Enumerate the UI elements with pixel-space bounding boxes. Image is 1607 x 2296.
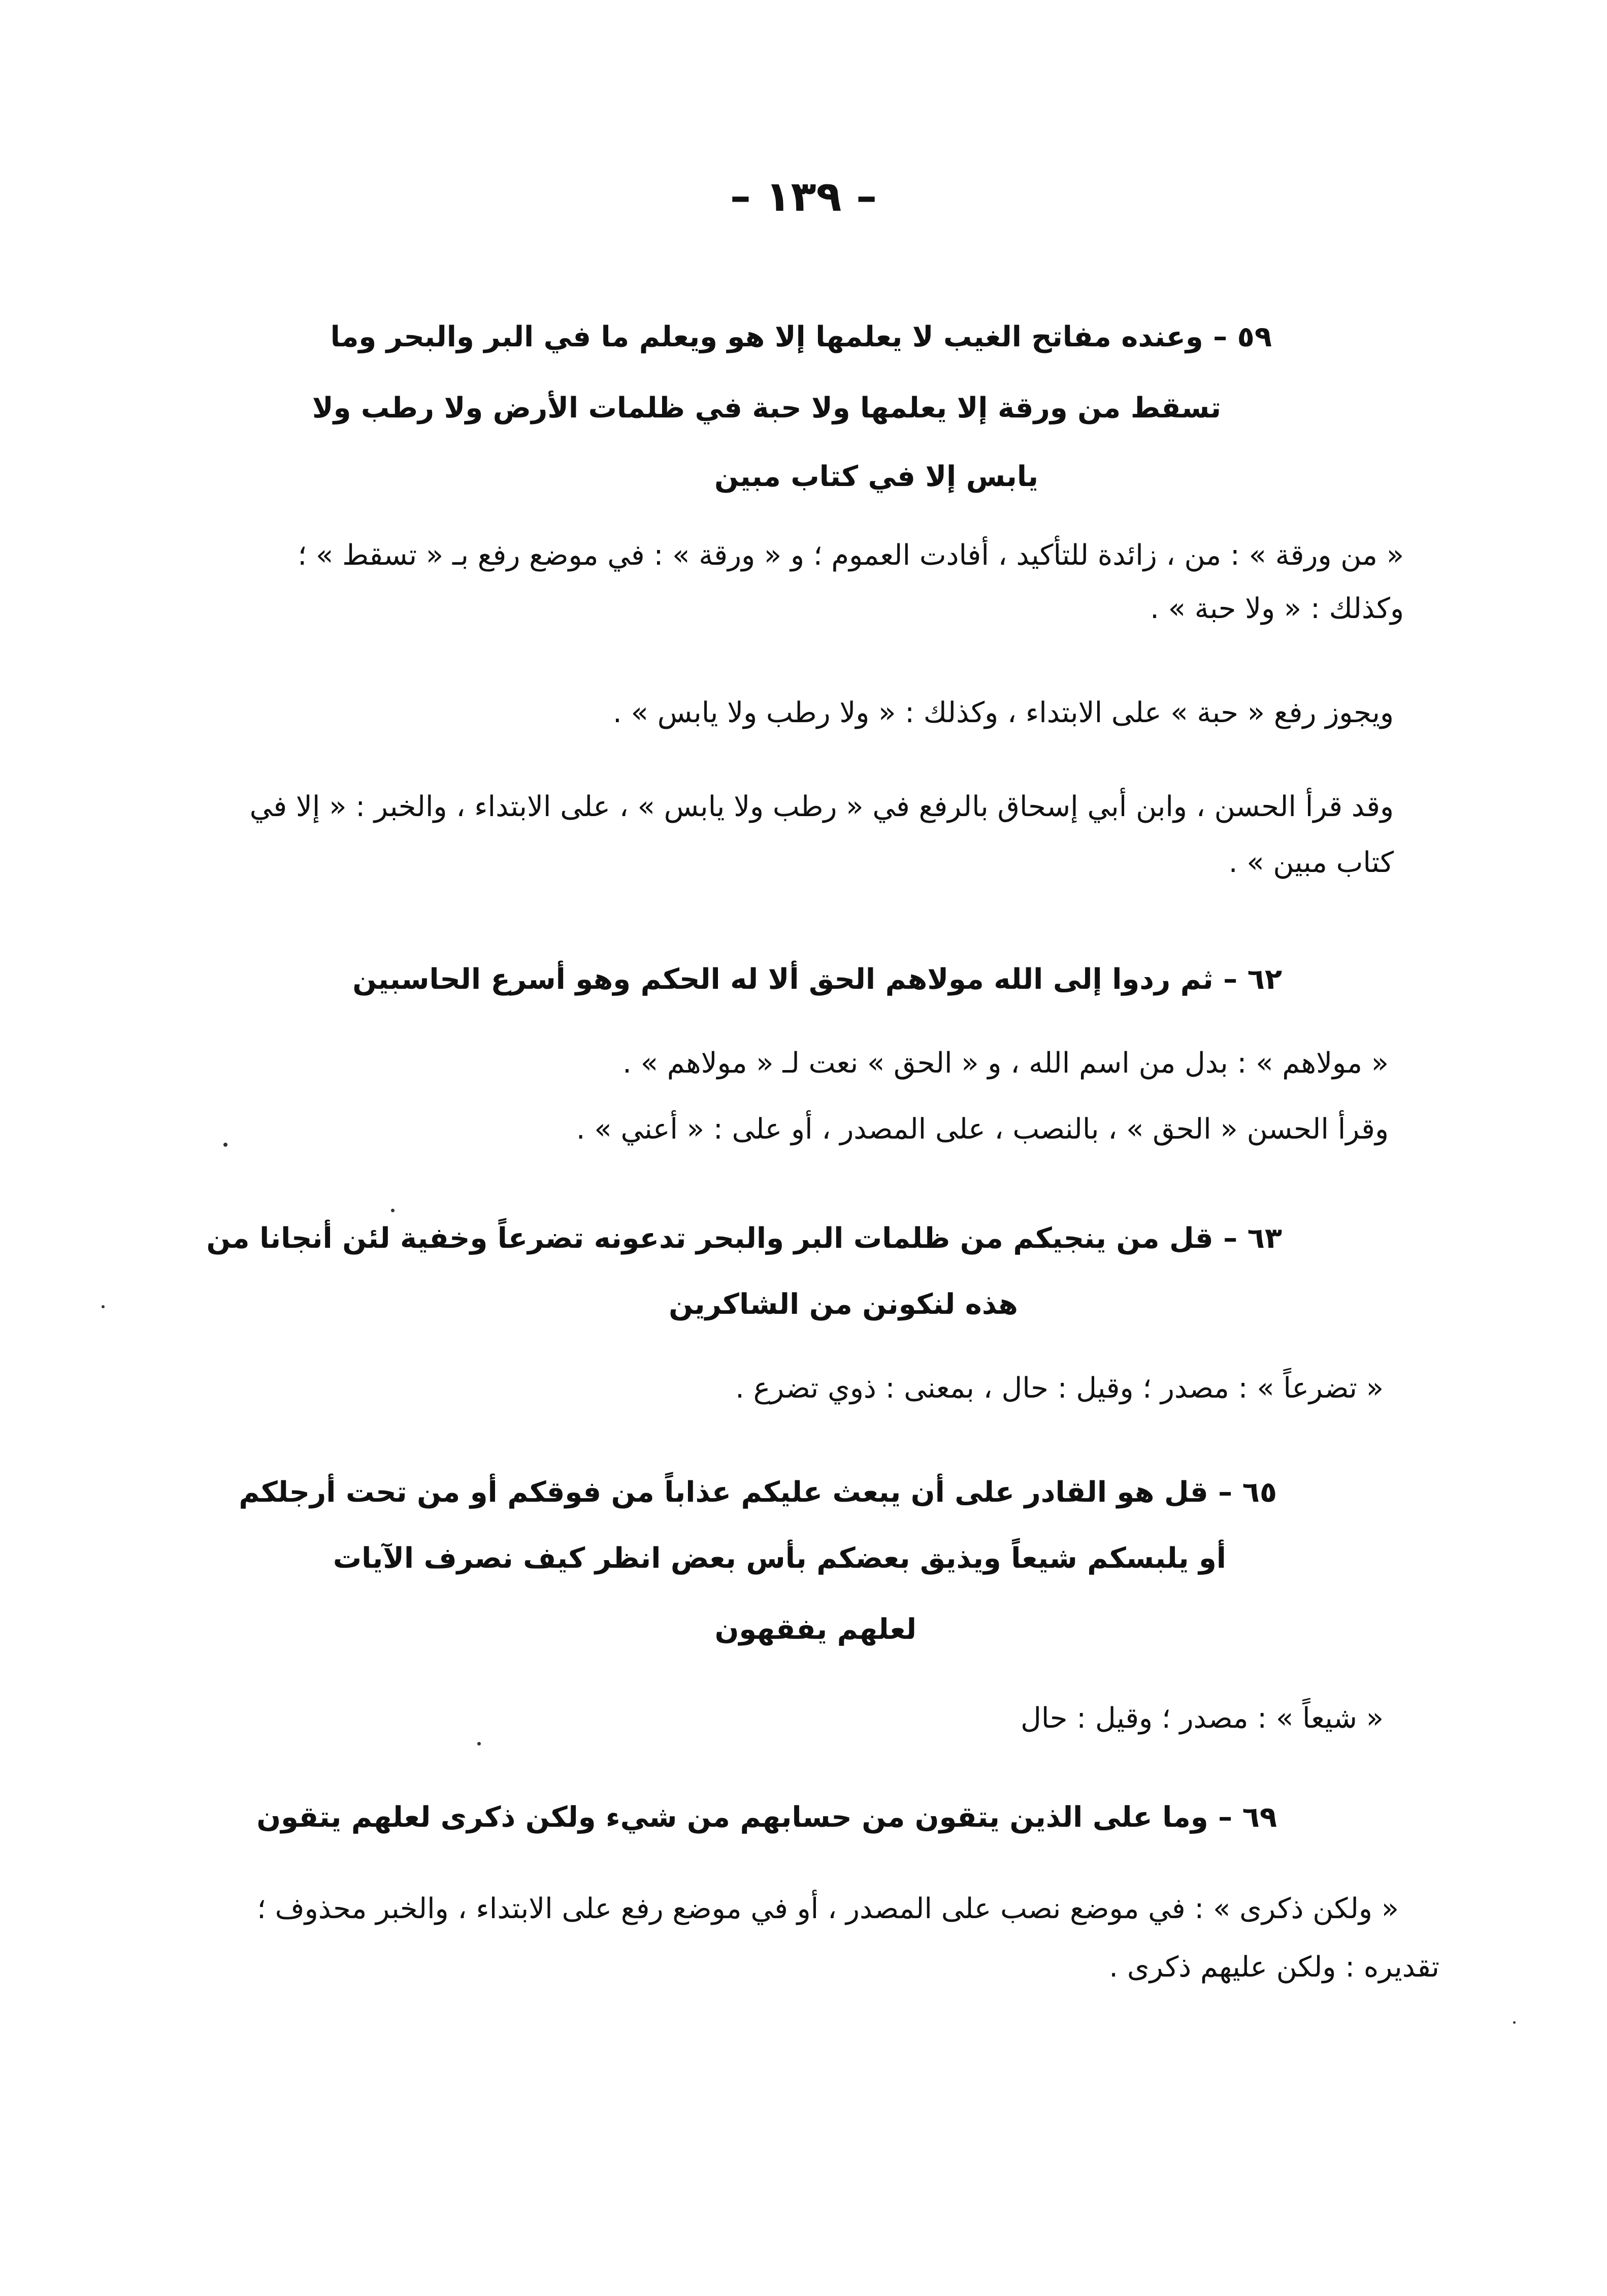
note-59b: ويجوز رفع « حبة » على الابتداء ، وكذلك : « ولا رطب ولا يابس » .: [613, 696, 1394, 729]
verse-65-line-3: لعلهم يفقهون: [714, 1613, 916, 1646]
note-65: « شيعاً » : مصدر ؛ وقيل : حال: [1021, 1702, 1384, 1735]
note-69-line-1: « ولكن ذكرى » : في موضع نصب على المصدر ، أو في موضع رفع على الابتداء ، والخبر محذوف ؛: [257, 1892, 1399, 1925]
note-63: « تضرعاً » : مصدر ؛ وقيل : حال ، بمعنى : ذوي تضرع .: [735, 1372, 1384, 1405]
note-59a-line-1: « من ورقة » : من ، زائدة للتأكيد ، أفادت العموم ؛ و « ورقة » : في موضع رفع بـ « تسقط » ؛: [298, 539, 1404, 572]
verse-69-line-1: ٦٩ – وما على الذين يتقون من حسابهم من شيء ولكن ذكرى لعلهم يتقون: [256, 1801, 1277, 1834]
note-59c-line-2: كتاب مبين » .: [1228, 846, 1394, 879]
note-62b: وقرأ الحسن « الحق » ، بالنصب ، على المصدر ، أو على : « أعني » .: [576, 1113, 1389, 1146]
note-69-line-2: تقديره : ولكن عليهم ذكرى .: [1109, 1951, 1439, 1984]
note-59c-line-1: وقد قرأ الحسن ، وابن أبي إسحاق بالرفع في « رطب ولا يابس » ، على الابتداء ، والخبر : « إلا في: [249, 790, 1394, 823]
scan-speck: [102, 1305, 105, 1308]
scan-speck: [391, 1209, 395, 1212]
verse-59-line-2: تسقط من ورقة إلا يعلمها ولا حبة في ظلمات الأرض ولا رطب ولا: [312, 392, 1221, 425]
verse-65-line-1: ٦٥ – قل هو القادر على أن يبعث عليكم عذاباً من فوقكم أو من تحت أرجلكم: [239, 1476, 1277, 1509]
verse-65-line-2: أو يلبسكم شيعاً ويذيق بعضكم بأس بعض انظر كيف نصرف الآيات: [333, 1542, 1226, 1575]
scan-speck: [477, 1742, 481, 1745]
note-62a: « مولاهم » : بدل من اسم الله ، و « الحق » نعت لـ « مولاهم » .: [622, 1047, 1389, 1080]
verse-59-line-1: ٥٩ – وعنده مفاتح الغيب لا يعلمها إلا هو ويعلم ما في البر والبحر وما: [330, 320, 1272, 353]
verse-63-line-1: ٦٣ – قل من ينجيكم من ظلمات البر والبحر تدعونه تضرعاً وخفية لئن أنجانا من: [206, 1222, 1282, 1255]
scan-speck: [223, 1143, 227, 1147]
verse-63-line-2: هذه لنكونن من الشاكرين: [669, 1288, 1018, 1321]
note-59a-line-2: وكذلك : « ولا حبة » .: [1150, 592, 1404, 625]
verse-62-line-1: ٦٢ – ثم ردوا إلى الله مولاهم الحق ألا له الحكم وهو أسرع الحاسبين: [352, 963, 1282, 996]
verse-59-line-3: يابس إلا في كتاب مبين: [714, 460, 1038, 493]
page-number: – ١٣٩ –: [730, 173, 877, 221]
scan-speck: [1513, 2021, 1516, 2024]
